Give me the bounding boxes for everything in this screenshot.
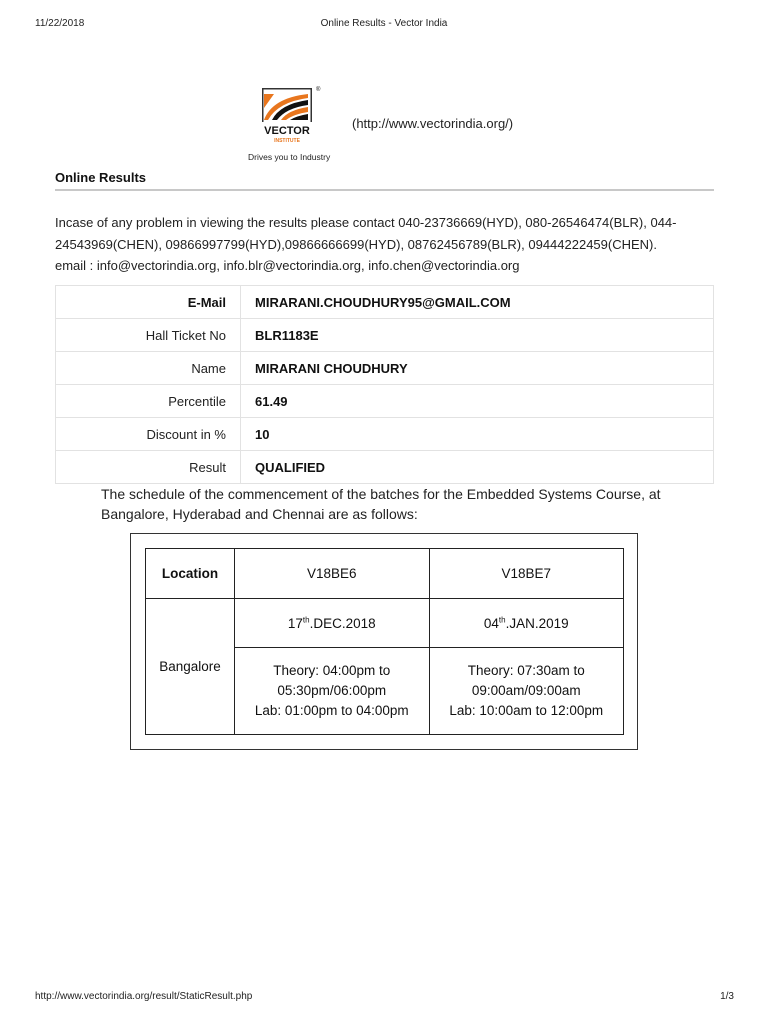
- print-date: 11/22/2018: [35, 18, 85, 29]
- site-url-link[interactable]: (http://www.vectorindia.org/): [352, 116, 514, 131]
- date-rest: .JAN.2019: [505, 615, 569, 631]
- table-row: [146, 549, 624, 599]
- section-title: Online Results: [55, 170, 147, 185]
- svg-text:®: ®: [316, 87, 321, 93]
- discount-label: Discount in %: [56, 418, 241, 451]
- date-day: 17: [287, 615, 303, 631]
- print-page-title: Online Results - Vector India: [320, 18, 448, 29]
- timing-line: Theory: 07:30am to: [467, 663, 585, 678]
- section-divider: [55, 189, 714, 191]
- percentile-value: 61.49: [241, 385, 714, 418]
- table-row: [56, 418, 714, 451]
- print-page-number: 1/3: [720, 991, 734, 1002]
- table-row: [56, 352, 714, 385]
- date-rest: .DEC.2018: [309, 615, 376, 631]
- date-suffix: th: [498, 615, 506, 624]
- table-row: [56, 451, 714, 484]
- batch-v18be7-header: V18BE7: [429, 549, 624, 599]
- hall-ticket-value: BLR1183E: [241, 319, 714, 352]
- batch-v18be6-timings: [235, 648, 430, 735]
- email-value: MIRARANI.CHOUDHURY95@GMAIL.COM: [241, 286, 714, 319]
- result-label: Result: [56, 451, 241, 484]
- hall-ticket-label: Hall Ticket No: [56, 319, 241, 352]
- timing-line: Lab: 01:00pm to 04:00pm: [254, 703, 409, 718]
- result-table: [55, 285, 714, 484]
- table-row: [56, 385, 714, 418]
- batch-v18be6-header: V18BE6: [235, 549, 430, 599]
- batch-v18be6-start-date: [235, 599, 430, 648]
- schedule-table: [145, 548, 624, 735]
- name-label: Name: [56, 352, 241, 385]
- batch-v18be7-start-date: [429, 599, 624, 648]
- timing-line: Lab: 10:00am to 12:00pm: [449, 703, 604, 718]
- schedule-intro: The schedule of the commencement of the batches for the Embedded Systems Course, at Bangalore, Hyderabad and Chennai are as follows:: [101, 486, 661, 522]
- location-header: Location: [146, 549, 235, 599]
- timing-line: Theory: 04:00pm to: [273, 663, 391, 678]
- contact-notice: Incase of any problem in viewing the results please contact 040-23736669(HYD), 080-26546474(BLR), 044-24543969(CHEN), 09866997799(HYD),09866666699(HYD), 08762456789(BLR), 09444222459(CHEN). email : info@vectorindia.org, info.blr@vectorindia.org, info.chen@vectorindia.org: [55, 215, 677, 273]
- timing-line: 05:30pm/06:00pm: [277, 683, 387, 698]
- logo-wordmark: VECTOR: [264, 125, 310, 137]
- table-row: [56, 319, 714, 352]
- logo-tagline: Drives you to Industry: [248, 152, 331, 162]
- email-label: E-Mail: [56, 286, 241, 319]
- batch-v18be7-timings: [429, 648, 624, 735]
- table-row: [146, 599, 624, 648]
- date-day: 04: [483, 615, 499, 631]
- location-bangalore: Bangalore: [146, 599, 235, 735]
- print-footer-url: http://www.vectorindia.org/result/StaticResult.php: [35, 991, 253, 1002]
- logo-subtext: INSTITUTE: [274, 138, 300, 144]
- result-value: QUALIFIED: [241, 451, 714, 484]
- name-value: MIRARANI CHOUDHURY: [241, 352, 714, 385]
- date-suffix: th: [302, 615, 310, 624]
- timing-line: 09:00am/09:00am: [471, 683, 581, 698]
- table-row: [56, 286, 714, 319]
- discount-value: 10: [241, 418, 714, 451]
- percentile-label: Percentile: [56, 385, 241, 418]
